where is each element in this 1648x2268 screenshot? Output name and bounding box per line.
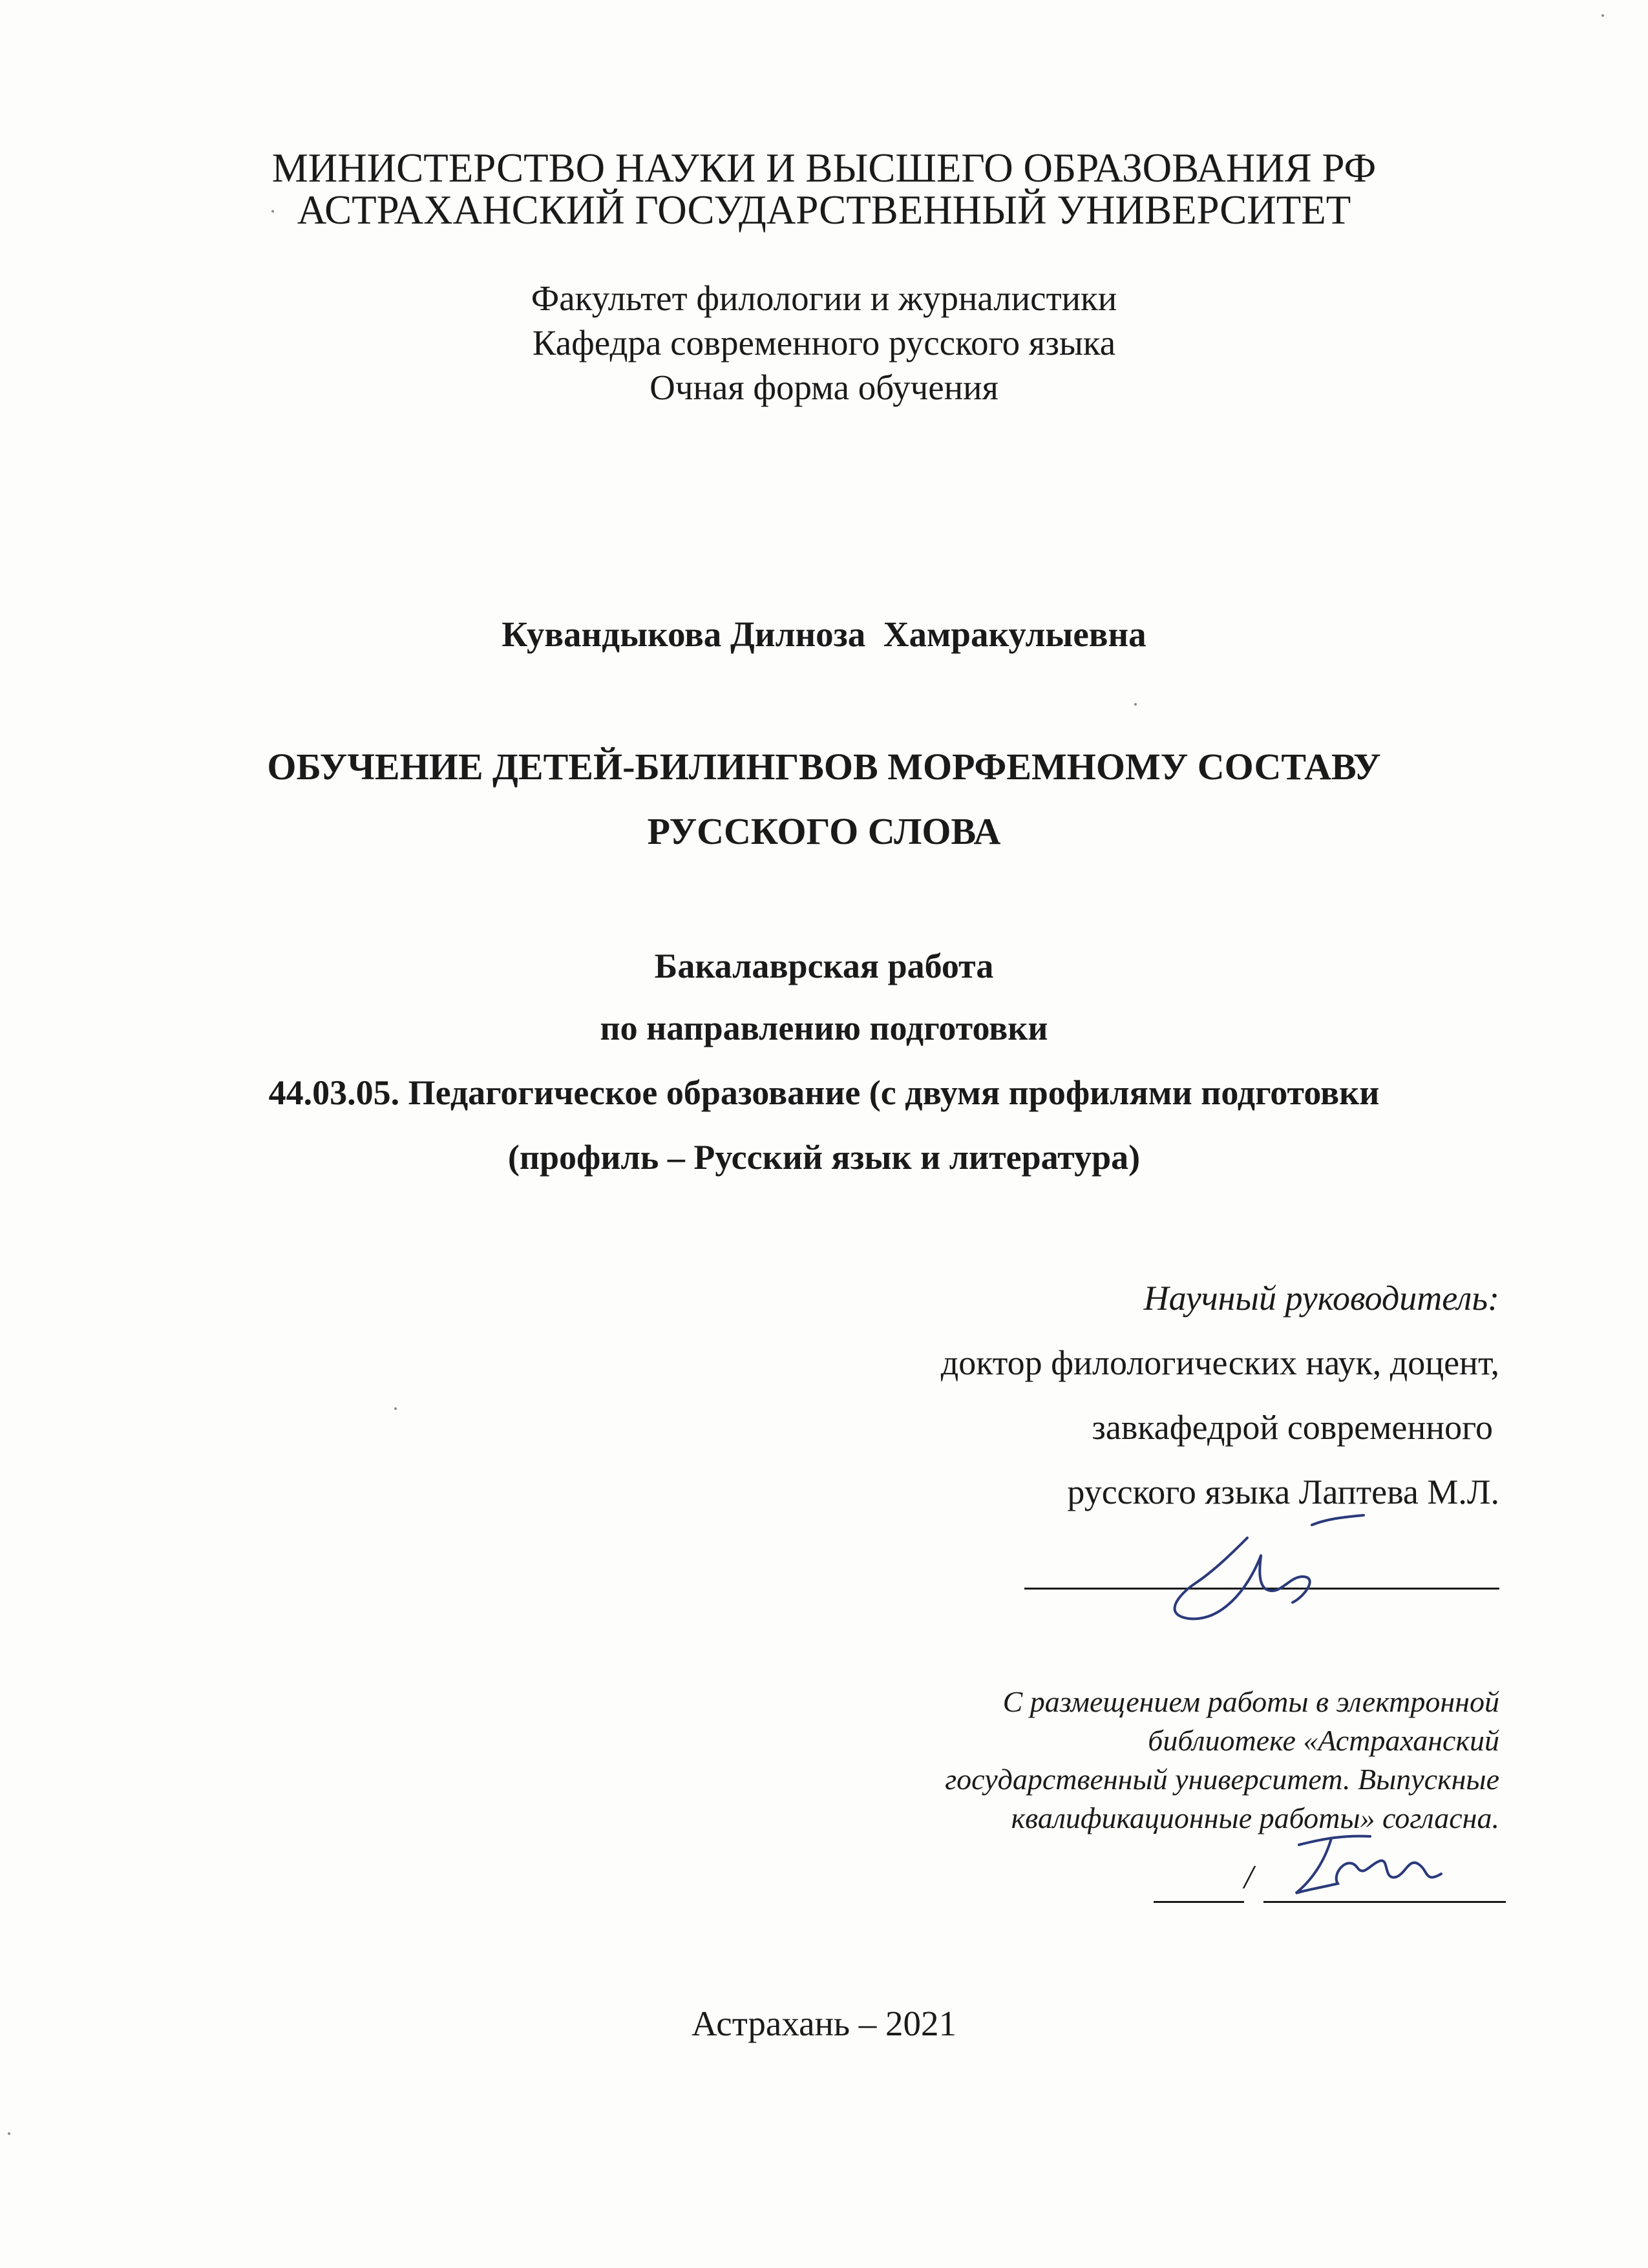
supervisor-signature (1150, 1512, 1383, 1641)
consent-line2: библиотеке «Астраханский (1148, 1724, 1499, 1757)
supervisor-label: Научный руководитель: (1143, 1279, 1499, 1318)
university-line: АСТРАХАНСКИЙ ГОСУДАРСТВЕННЫЙ УНИВЕРСИТЕТ (297, 187, 1351, 233)
consent-line3: государственный университет. Выпускные (945, 1763, 1499, 1796)
scan-speck (271, 210, 274, 213)
author-name: Кувандыкова Дилноза Хамракулыевна (502, 614, 1146, 654)
consent-signature (1286, 1829, 1454, 1906)
scan-speck (1601, 14, 1604, 17)
scan-speck (394, 1407, 397, 1410)
thesis-title-line1: ОБУЧЕНИЕ ДЕТЕЙ-БИЛИНГВОВ МОРФЕМНОМУ СОСТАВУ (267, 746, 1381, 788)
scan-speck (1134, 703, 1137, 706)
direction-label: по направлению подготовки (600, 1009, 1048, 1047)
consent-signature-line-left (1154, 1901, 1244, 1903)
direction-code: 44.03.05. Педагогическое образование (с двумя профилями подготовки (268, 1073, 1380, 1112)
consent-line4: квалификационные работы» согласна. (1011, 1801, 1499, 1834)
supervisor-position1: завкафедрой современного (1092, 1408, 1493, 1447)
profile-line: (профиль – Русский язык и литература) (507, 1138, 1141, 1177)
faculty-line: Факультет филологии и журналистики (531, 278, 1117, 318)
ministry-line: МИНИСТЕРСТВО НАУКИ И ВЫСШЕГО ОБРАЗОВАНИЯ РФ (271, 145, 1377, 191)
thesis-title-line2: РУССКОГО СЛОВА (647, 810, 1001, 852)
scan-speck (8, 2132, 10, 2135)
study-form-line: Очная форма обучения (650, 368, 998, 407)
department-line: Кафедра современного русского языка (532, 323, 1116, 362)
consent-line1: С размещением работы в электронной (1002, 1685, 1499, 1718)
city-year: Астрахань – 2021 (691, 2004, 957, 2043)
supervisor-position2: русского языка Лаптева М.Л. (1067, 1473, 1499, 1511)
consent-separator: / (1244, 1859, 1254, 1896)
work-type: Бакалаврская работа (654, 947, 994, 985)
supervisor-degree: доктор филологических наук, доцент, (940, 1343, 1499, 1382)
